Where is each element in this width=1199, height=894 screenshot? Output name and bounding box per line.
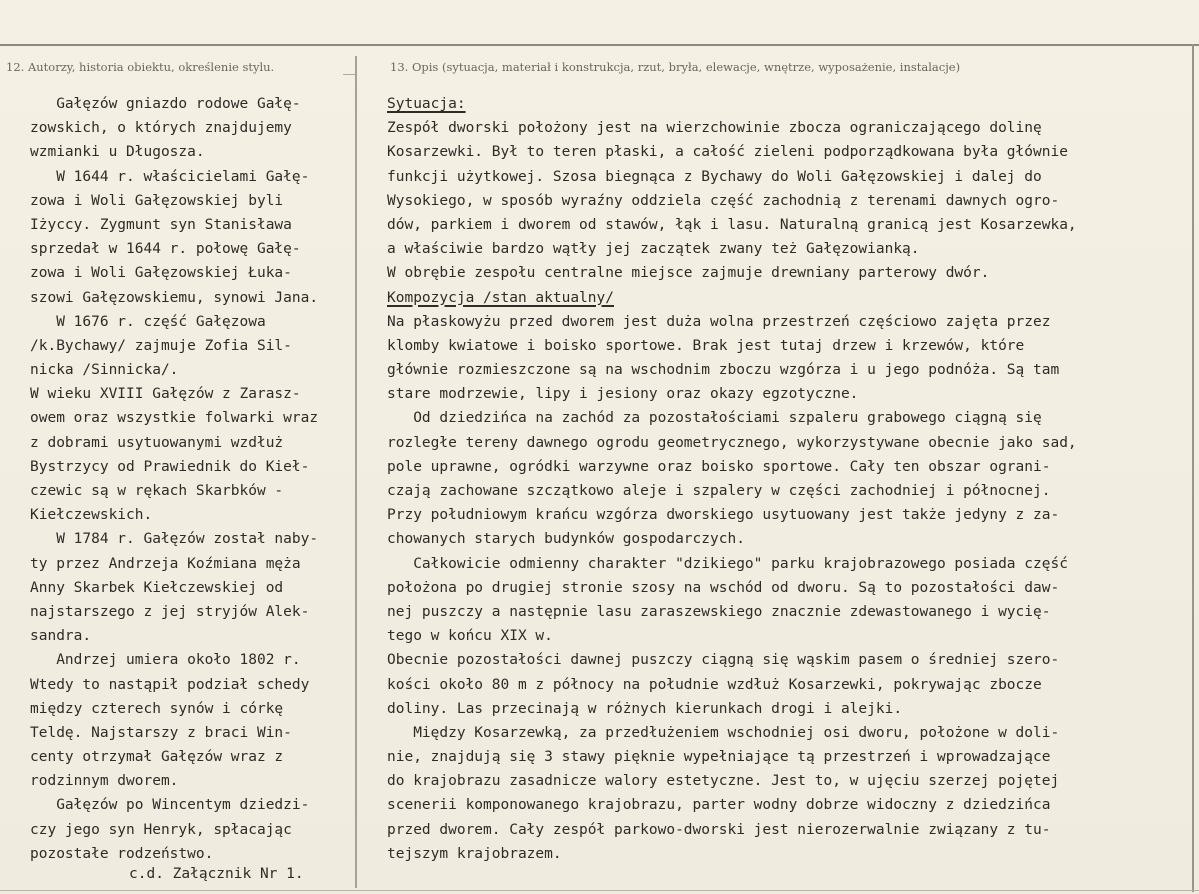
text-line: czają zachowane szczątkowo aleje i szpalery w części zachodniej i północnej.: [387, 483, 1051, 499]
text-line: tejszym krajobrazem.: [387, 845, 562, 862]
text-line: Wysokiego, w sposób wyraźny oddziela część zachodnią z terenami dawnych ogro-: [387, 192, 1060, 209]
text-line: Kompozycja /stan aktualny/: [387, 289, 614, 306]
text-line: nej puszczy a następnie lasu zaraszewskiego znacznie zdewastowanego i wycię-: [387, 603, 1051, 620]
text-line: czy jego syn Henryk, spłacając: [30, 821, 292, 838]
text-line: głównie rozmieszczone są na wschodnim zboczu wzgórza i u jego podnóża. Są tam: [387, 362, 1060, 379]
text-line: dów, parkiem i dworem od stawów, łąk i lasu. Naturalną granicą jest Kosarzewka,: [387, 216, 1077, 233]
text-line: położona po drugiej stronie szosy na wschód od dworu. Są to pozostałości daw-: [387, 579, 1060, 596]
text-line: Iżyccy. Zygmunt syn Stanisława: [30, 216, 292, 233]
text-line: do krajobrazu zasadnicze walory estetyczne. Jest to, w ujęciu szerzej pojętej: [387, 773, 1060, 790]
text-line: Bystrzycy od Prawiednik do Kieł-: [30, 458, 310, 475]
text-line: Kosarzewki. Był to teren płaski, a całość zieleni podporządkowana była głównie: [387, 144, 1068, 161]
left-section-heading: 12. Autorzy, historia obiektu, określenie stylu.: [6, 60, 275, 74]
text-line: Wtedy to nastąpił podział schedy: [30, 676, 310, 693]
text-line: Od dziedzińca na zachód za pozostałościami szpaleru grabowego ciągną się: [387, 410, 1042, 427]
text-line: owem oraz wszystkie folwarki wraz: [30, 410, 319, 427]
text-line: W obrębie zespołu centralne miejsce zajmuje drewniany parterowy dwór.: [387, 265, 990, 282]
text-line: Przy południowym krańcu wzgórza dworskiego usytuowany jest także jedyny z za-: [387, 507, 1060, 524]
text-line: Na płaskowyżu przed dworem jest duża wolna przestrzeń częściowo zajęta przez: [387, 313, 1051, 330]
text-line: sandra.: [30, 628, 92, 645]
text-line: rozległe tereny dawnego ogrodu geometrycznego, wykorzystywane obecnie jako sad,: [387, 434, 1077, 451]
text-line: zowa i Woli Gałęzowskiej Łuka-: [30, 265, 292, 282]
text-line: scenerii komponowanego krajobrazu, parter wodny dobrze widoczny z dziedzińca: [387, 797, 1051, 814]
text-line: Między Kosarzewką, za przedłużeniem wschodniej osi dworu, położone w doli-: [387, 724, 1060, 741]
text-line: tego w końcu XIX w.: [387, 628, 553, 645]
text-line: nicka /Sinnicka/.: [30, 362, 179, 379]
text-line: Andrzej umiera około 1802 r.: [30, 652, 301, 669]
text-line: sprzedał w 1644 r. połowę Gałę-: [30, 241, 301, 258]
description-column: [387, 92, 1077, 866]
text-line: Zespół dworski położony jest na wierzchowinie zbocza ograniczającego dolinę: [387, 120, 1042, 137]
text-line: przed dworem. Cały zespół parkowo-dworski jest nierozerwalnie związany z tu-: [387, 821, 1051, 838]
text-line: chowanych starych budynków gospodarczych.: [387, 531, 745, 548]
text-line: Gałęzów po Wincentym dziedzi-: [30, 797, 310, 814]
text-line: funkcji użytkowej. Szosa biegnąca z Bychawy do Woli Gałęzowskiej i dalej do: [387, 168, 1042, 185]
text-line: kości około 80 m z północy na południe wzdłuż Kosarzewki, pokrywając zbocze: [387, 676, 1042, 693]
text-line: W wieku XVIII Gałęzów z Zarasz-: [30, 386, 301, 403]
text-line: Teldę. Najstarszy z braci Win-: [30, 724, 292, 741]
text-line: klomby kwiatowe i boisko sportowe. Brak jest tutaj drzew i krzewów, które: [387, 337, 1025, 354]
text-line: Kiełczewskich.: [30, 507, 153, 524]
text-line: Gałęzów gniazdo rodowe Gałę-: [30, 96, 301, 112]
text-line: a właściwie bardzo wątły jej zaczątek zwany też Gałęzowianką.: [387, 241, 920, 258]
text-line: najstarszego z jej stryjów Alek-: [30, 603, 310, 620]
text-line: rodzinnym dworem.: [30, 773, 179, 790]
text-line: pole uprawne, ogródki warzywne oraz boisko sportowe. Cały ten obszar ograni-: [387, 458, 1051, 475]
text-line: czewic są w rękach Skarbków -: [30, 483, 284, 499]
text-line: centy otrzymał Gałęzów wraz z: [30, 749, 284, 766]
text-line: doliny. Las przecinają w różnych kierunkach drogi i alejki.: [387, 700, 903, 717]
text-line: W 1676 r. część Gałęzowa: [30, 313, 266, 330]
text-line: stare modrzewie, lipy i jesiony oraz okazy egzotyczne.: [387, 386, 859, 403]
text-line: Całkowicie odmienny charakter "dzikiego" parku krajobrazowego posiada część: [387, 555, 1068, 572]
frame-bottom-line: [0, 890, 1199, 891]
history-column: [30, 92, 318, 866]
text-line: szowi Gałęzowskiemu, synowi Jana.: [30, 289, 319, 306]
text-line: wzmianki u Długosza.: [30, 144, 205, 161]
text-line: W 1644 r. właścicielami Gałę-: [30, 168, 310, 185]
text-line: zowskich, o których znajdujemy: [30, 120, 292, 137]
right-section-heading: 13. Opis (sytuacja, materiał i konstrukcja, rzut, bryła, elewacje, wnętrze, wyposażenie, instalacje): [390, 60, 961, 74]
text-line: ty przez Andrzeja Koźmiana męża: [30, 555, 301, 572]
text-line: pozostałe rodzeństwo.: [30, 845, 214, 862]
frame-top-line: [0, 44, 1199, 46]
text-line: między czterech synów i córkę: [30, 700, 284, 717]
divider-tick: [343, 74, 355, 75]
text-line: zowa i Woli Gałęzowskiej byli: [30, 192, 284, 209]
frame-right-line: [1192, 44, 1194, 892]
text-line: Sytuacja:: [387, 96, 466, 112]
text-line: /k.Bychawy/ zajmuje Zofia Sil-: [30, 337, 292, 354]
column-divider: [355, 56, 357, 888]
text-line: z dobrami usytuowanymi wzdłuż: [30, 434, 284, 451]
text-line: nie, znajdują się 3 stawy pięknie wypełniające tą przestrzeń i wprowadzające: [387, 749, 1051, 766]
text-line: W 1784 r. Gałęzów został naby-: [30, 531, 319, 548]
text-line: Anny Skarbek Kiełczewskiej od: [30, 579, 284, 596]
text-line: Obecnie pozostałości dawnej puszczy ciągną się wąskim pasem o średniej szero-: [387, 652, 1060, 669]
attachment-note: c.d. Załącznik Nr 1.: [129, 866, 304, 882]
